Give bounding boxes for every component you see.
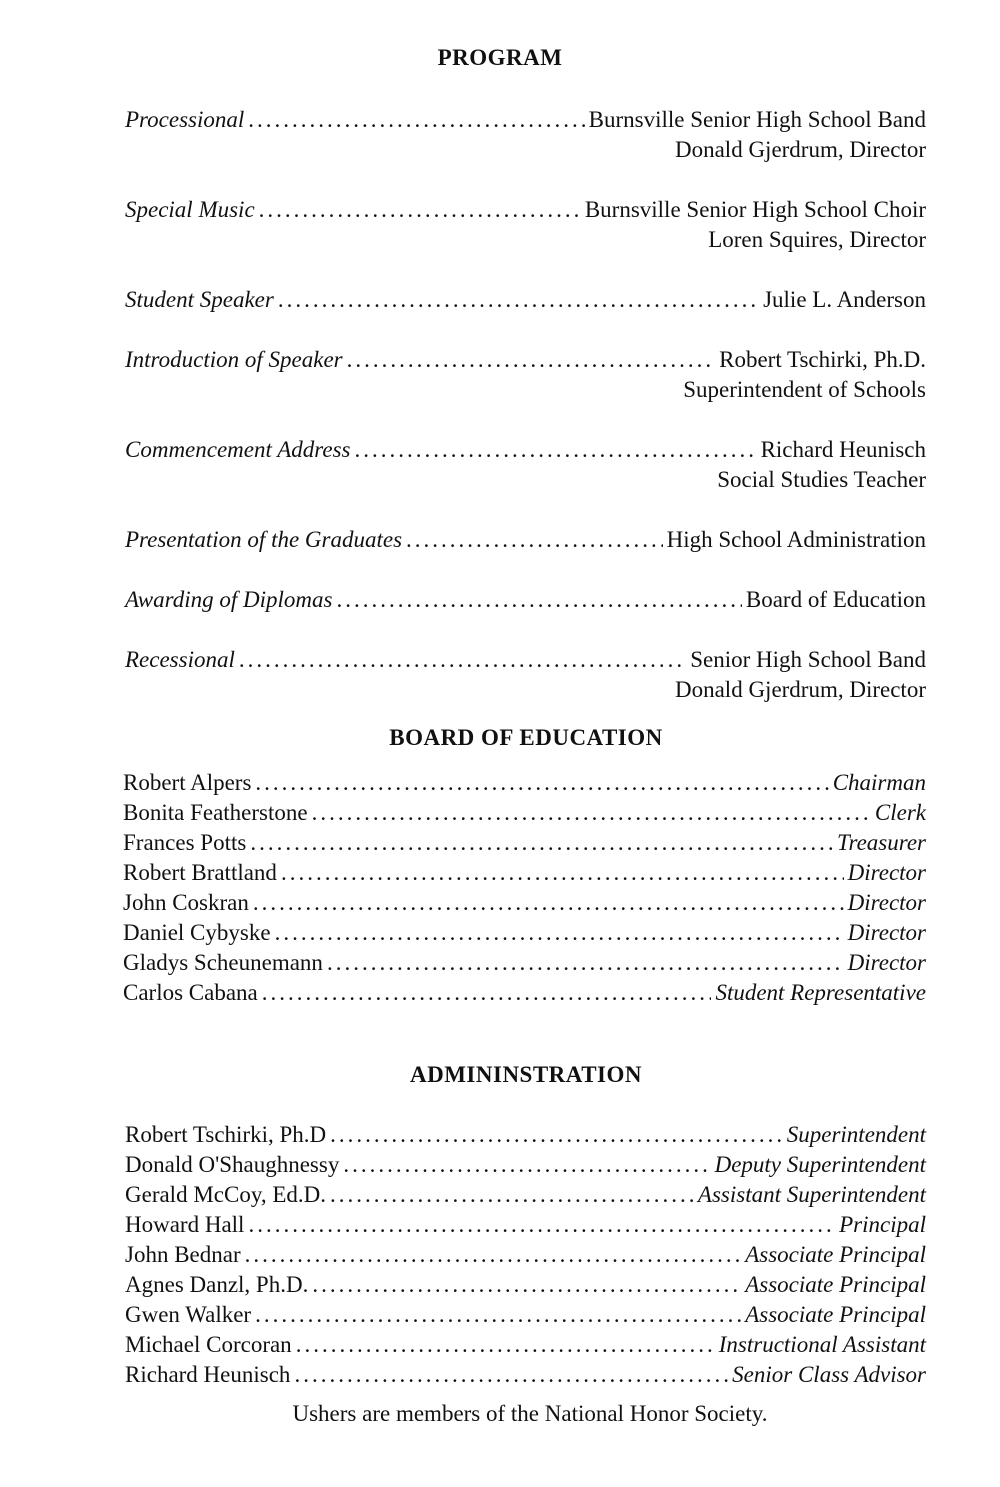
admin-member-row bbox=[125, 1360, 926, 1390]
member-name: Richard Heunisch bbox=[125, 1362, 291, 1387]
dot-leader bbox=[294, 1360, 728, 1390]
member-name: Robert Brattland bbox=[123, 860, 277, 885]
dot-leader bbox=[248, 1210, 835, 1240]
member-name: Daniel Cybyske bbox=[123, 920, 271, 945]
member-name: Agnes Danzl, Ph.D. bbox=[125, 1272, 309, 1297]
program-item-value: Board of Education bbox=[745, 587, 926, 612]
member-role: Student Representative bbox=[715, 980, 926, 1005]
dot-leader bbox=[281, 858, 844, 888]
dot-leader bbox=[275, 918, 844, 948]
program-item-value: Julie L. Anderson bbox=[763, 287, 926, 312]
dot-leader bbox=[259, 195, 581, 225]
program-item-value: Robert Tschirki, Ph.D. bbox=[719, 347, 926, 372]
board-member-row bbox=[123, 918, 926, 948]
program-item-value: Senior High School Band bbox=[690, 647, 926, 672]
member-name: John Bednar bbox=[125, 1242, 241, 1267]
member-name: Howard Hall bbox=[125, 1212, 245, 1237]
board-member-row bbox=[123, 768, 926, 798]
member-name: Michael Corcoran bbox=[125, 1332, 292, 1357]
board-heading: BOARD OF EDUCATION bbox=[389, 725, 663, 750]
program-item-value: Richard Heunisch bbox=[760, 437, 926, 462]
member-role: Director bbox=[847, 920, 926, 945]
program-item bbox=[125, 585, 926, 615]
dot-leader bbox=[255, 768, 828, 798]
dot-leader bbox=[253, 888, 844, 918]
member-name: Frances Potts bbox=[123, 830, 247, 855]
admin-member-row bbox=[125, 1330, 926, 1360]
dot-leader bbox=[262, 978, 712, 1008]
program-item-label: Recessional bbox=[125, 647, 235, 672]
member-name: Robert Alpers bbox=[123, 770, 252, 795]
program-heading: PROGRAM bbox=[437, 45, 563, 70]
member-role: Director bbox=[847, 860, 926, 885]
administration-heading: ADMININSTRATION bbox=[410, 1062, 642, 1087]
member-role: Associate Principal bbox=[745, 1272, 926, 1297]
member-name: Carlos Cabana bbox=[123, 980, 258, 1005]
member-name: Donald O'Shaughnessy bbox=[125, 1152, 340, 1177]
admin-member-row bbox=[125, 1270, 926, 1300]
program-item-label: Introduction of Speaker bbox=[125, 347, 343, 372]
member-role: Associate Principal bbox=[745, 1242, 926, 1267]
program-item-label: Student Speaker bbox=[125, 287, 274, 312]
member-role: Director bbox=[847, 890, 926, 915]
member-role: Principal bbox=[839, 1212, 926, 1237]
program-item-sub: Superintendent of Schools bbox=[683, 377, 926, 402]
dot-leader bbox=[327, 948, 844, 978]
admin-member-row bbox=[125, 1300, 926, 1330]
program-item-value: High School Administration bbox=[666, 527, 926, 552]
member-name: Robert Tschirki, Ph.D bbox=[125, 1122, 327, 1147]
admin-member-row bbox=[125, 1180, 926, 1210]
board-member-row bbox=[123, 858, 926, 888]
program-item bbox=[125, 345, 926, 375]
member-name: Gerald McCoy, Ed.D. bbox=[125, 1182, 326, 1207]
member-role: Chairman bbox=[832, 770, 926, 795]
dot-leader bbox=[248, 105, 584, 135]
dot-leader bbox=[245, 1240, 742, 1270]
dot-leader bbox=[330, 1120, 783, 1150]
member-name: John Coskran bbox=[123, 890, 249, 915]
member-role: Associate Principal bbox=[745, 1302, 926, 1327]
dot-leader bbox=[250, 828, 833, 858]
program-item-label: Commencement Address bbox=[125, 437, 351, 462]
program-item-value: Burnsville Senior High School Band bbox=[588, 107, 926, 132]
dot-leader bbox=[296, 1330, 715, 1360]
admin-member-row bbox=[125, 1150, 926, 1180]
dot-leader bbox=[355, 435, 757, 465]
program-item-value: Burnsville Senior High School Choir bbox=[584, 197, 926, 222]
dot-leader bbox=[406, 525, 663, 555]
member-role: Senior Class Advisor bbox=[732, 1362, 926, 1387]
dot-leader bbox=[347, 345, 716, 375]
dot-leader bbox=[336, 585, 741, 615]
admin-member-row bbox=[125, 1210, 926, 1240]
board-member-row bbox=[123, 828, 926, 858]
board-member-row bbox=[123, 798, 926, 828]
program-item bbox=[125, 105, 926, 135]
member-name: Gwen Walker bbox=[125, 1302, 252, 1327]
dot-leader bbox=[312, 1270, 741, 1300]
member-name: Bonita Featherstone bbox=[123, 800, 308, 825]
program-item-label: Special Music bbox=[125, 197, 255, 222]
member-role: Treasurer bbox=[836, 830, 926, 855]
program-item-label: Presentation of the Graduates bbox=[125, 527, 403, 552]
member-role: Director bbox=[847, 950, 926, 975]
dot-leader bbox=[239, 645, 686, 675]
member-name: Gladys Scheunemann bbox=[123, 950, 323, 975]
program-item-sub: Social Studies Teacher bbox=[717, 467, 926, 492]
program-item bbox=[125, 525, 926, 555]
member-role: Assistant Superintendent bbox=[697, 1182, 926, 1207]
program-item-sub: Donald Gjerdrum, Director bbox=[674, 137, 926, 162]
dot-leader bbox=[278, 285, 759, 315]
board-member-row bbox=[123, 978, 926, 1008]
member-role: Deputy Superintendent bbox=[714, 1152, 926, 1177]
member-role: Instructional Assistant bbox=[718, 1332, 926, 1357]
program-item bbox=[125, 285, 926, 315]
admin-member-row bbox=[125, 1120, 926, 1150]
program-item-label: Awarding of Diplomas bbox=[125, 587, 333, 612]
program-item-sub: Loren Squires, Director bbox=[708, 227, 926, 252]
board-member-row bbox=[123, 888, 926, 918]
board-member-row bbox=[123, 948, 926, 978]
program-item bbox=[125, 435, 926, 465]
program-item bbox=[125, 195, 926, 225]
dot-leader bbox=[255, 1300, 741, 1330]
footer-note: Ushers are members of the National Honor Society. bbox=[292, 1401, 768, 1426]
member-role: Superintendent bbox=[786, 1122, 926, 1147]
program-item-label: Processional bbox=[125, 107, 245, 132]
dot-leader bbox=[312, 798, 871, 828]
program-item-sub: Donald Gjerdrum, Director bbox=[674, 677, 926, 702]
admin-member-row bbox=[125, 1240, 926, 1270]
dot-leader bbox=[330, 1180, 694, 1210]
dot-leader bbox=[343, 1150, 710, 1180]
program-item bbox=[125, 645, 926, 675]
member-role: Clerk bbox=[874, 800, 926, 825]
